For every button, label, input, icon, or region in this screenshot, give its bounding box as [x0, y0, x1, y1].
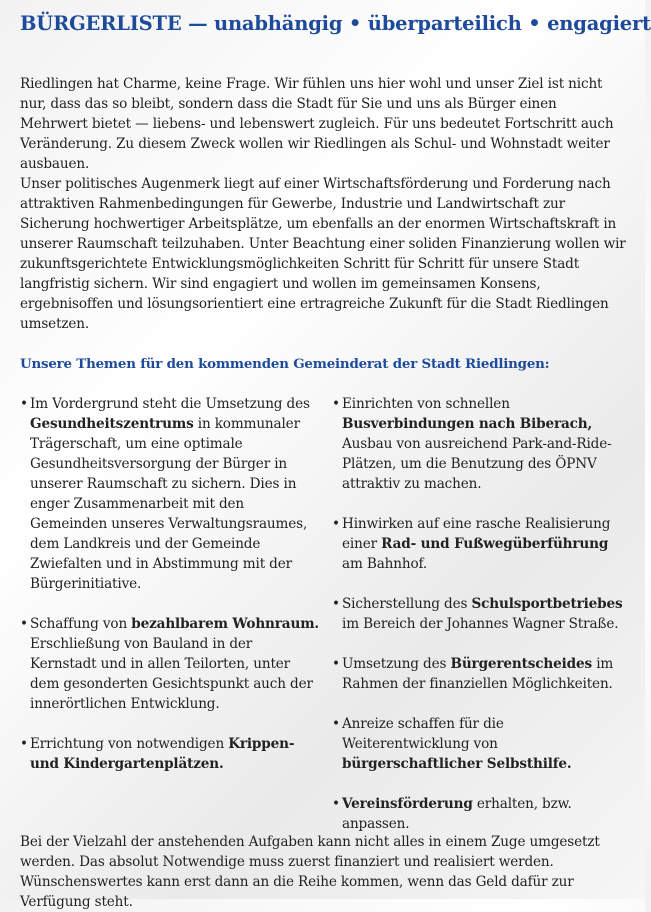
topic-text-highlight: Gesundheitszentrums — [30, 416, 194, 432]
topic-text — [342, 654, 632, 694]
bullet-point: • — [332, 656, 340, 672]
topic-text-post: in kommunaler Trägerschaft, um eine optimale Gesundheitsversorgung der Bürger in unserer Raumschaft zu sichern. Dies in enger Zusammenarbeit mit den Gemeinden unseres Verwaltungsraumes, dem Landkreis und der Gemeinde Zwiefalten und in Abstimmung mit der Bürgerinitiative. — [30, 416, 308, 592]
topic-text — [342, 394, 632, 494]
topic-text-post: Erschließung von Bauland in der Kernstadt und in allen Teilorten, unter dem gesonderten Gesichtspunkt auch der innerörtlichen Entwicklung. — [30, 636, 313, 712]
topic-text — [30, 734, 320, 774]
topic-text-pre: Sicherstellung des — [342, 596, 472, 612]
topic-text-pre: Im Vordergrund steht die Umsetzung des — [30, 396, 310, 412]
topic-list-item — [332, 594, 632, 634]
topic-text — [342, 514, 632, 574]
topic-text-post: Ausbau von ausreichend Park-and-Ride-Plätzen, um die Benutzung des ÖPNV attraktiv zu machen. — [342, 436, 612, 492]
topics-heading: Unsere Themen für den kommenden Gemeinderat der Stadt Riedlingen: — [20, 356, 550, 372]
topic-text-post: im Rahmen der finanziellen Möglichkeiten. — [342, 656, 614, 692]
topic-list-item — [20, 734, 320, 774]
bullet-point: • — [332, 716, 340, 732]
topic-list-item — [332, 714, 632, 774]
bullet-point: • — [332, 796, 340, 812]
topic-text-pre: Errichtung von notwendigen — [30, 736, 229, 752]
intro-paragraph-2: Unser politisches Augenmerk liegt auf einer Wirtschaftsförderung und Forderung nach attraktiven Rahmenbedingungen für Gewerbe, Industrie und Landwirtschaft zur Sicherung hochwertiger Arbeitsplätze, um ebenfalls an der enormen Wirtschaftskraft in unserer Raumschaft teilzuhaben. Unter Beachtung einer soliden Finanzierung wollen wir zukunftsgerichtete Entwicklungsmöglichkeiten Schritt für Schritt für unsere Stadt langfristig sichern. Wir sind engagiert und wollen im gemeinsamen Konsens, ergebnisoffen und lösungsorientiert eine ertragreiche Zukunft für die Stadt Riedlingen umsetzen. — [20, 176, 626, 332]
topic-text-highlight: Bürgerentscheides — [450, 656, 593, 672]
topic-text-post: erhalten, bzw. anpassen. — [342, 796, 572, 832]
topic-text — [30, 614, 320, 714]
topic-text-highlight: Rad- und Fußwegüberführung — [381, 536, 609, 552]
topic-list-item — [332, 794, 632, 834]
closing-paragraph: Bei der Vielzahl der anstehenden Aufgaben kann nicht alles in einem Zuge umgesetzt werden. Das absolut Notwendige muss zuerst finanziert und realisiert werden. Wünschenswertes kann erst dann an die Reihe kommen, wenn das Geld dafür zur Verfügung steht. — [20, 834, 600, 910]
topic-text-post: im Bereich der Johannes Wagner Straße. — [342, 616, 619, 632]
bullet-point: • — [332, 396, 340, 412]
topic-text-highlight: Vereinsförderung — [342, 796, 473, 812]
topics-column-right — [332, 394, 632, 854]
bullet-point: • — [332, 516, 340, 532]
topic-text-pre: Einrichten von schnellen — [342, 396, 510, 412]
topic-text — [342, 594, 632, 634]
bullet-point: • — [20, 736, 28, 752]
topics-column-left — [20, 394, 320, 794]
topic-list-item — [332, 514, 632, 574]
page-title: BÜRGERLISTE — unabhängig • überparteilich • engagiert — [20, 12, 651, 35]
topic-text-post: am Bahnhof. — [342, 556, 428, 572]
topic-text-pre: Schaffung von — [30, 616, 132, 632]
topic-list-item — [20, 614, 320, 714]
topic-text-pre: Hinwirken auf eine rasche Realisierung einer — [342, 516, 611, 552]
topic-list-item — [20, 394, 320, 594]
bullet-point: • — [20, 616, 28, 632]
topic-text — [342, 714, 632, 774]
topic-text — [30, 394, 320, 594]
topic-list-item — [332, 394, 632, 494]
topic-text-highlight: Busverbindungen nach Biberach, — [342, 416, 593, 432]
topic-text-highlight: Schulsportbetriebes — [471, 596, 623, 612]
topic-text-highlight: Krippen- und Kindergartenplätzen. — [30, 736, 295, 772]
topic-text-pre: Anreize schaffen für die Weiterentwicklung von — [342, 716, 504, 752]
bullet-point: • — [20, 396, 28, 412]
topic-list-item — [332, 654, 632, 694]
topic-text — [342, 794, 632, 834]
intro-paragraph-1: Riedlingen hat Charme, keine Frage. Wir fühlen uns hier wohl und unser Ziel ist nicht nur, dass das so bleibt, sondern dass die Stadt für Sie und uns als Bürger einen Mehrwert bietet — liebens- und lebenswert zugleich. Für uns bedeutet Fortschritt auch Veränderung. Zu diesem Zweck wollen wir Riedlingen als Schul- und Wohnstadt weiter ausbauen. — [20, 76, 614, 172]
bullet-point: • — [332, 596, 340, 612]
topic-text-highlight: bezahlbarem Wohnraum. — [131, 616, 320, 632]
topic-text-pre: Umsetzung des — [342, 656, 451, 672]
topic-text-highlight: bürgerschaftlicher Selbsthilfe. — [342, 756, 572, 772]
